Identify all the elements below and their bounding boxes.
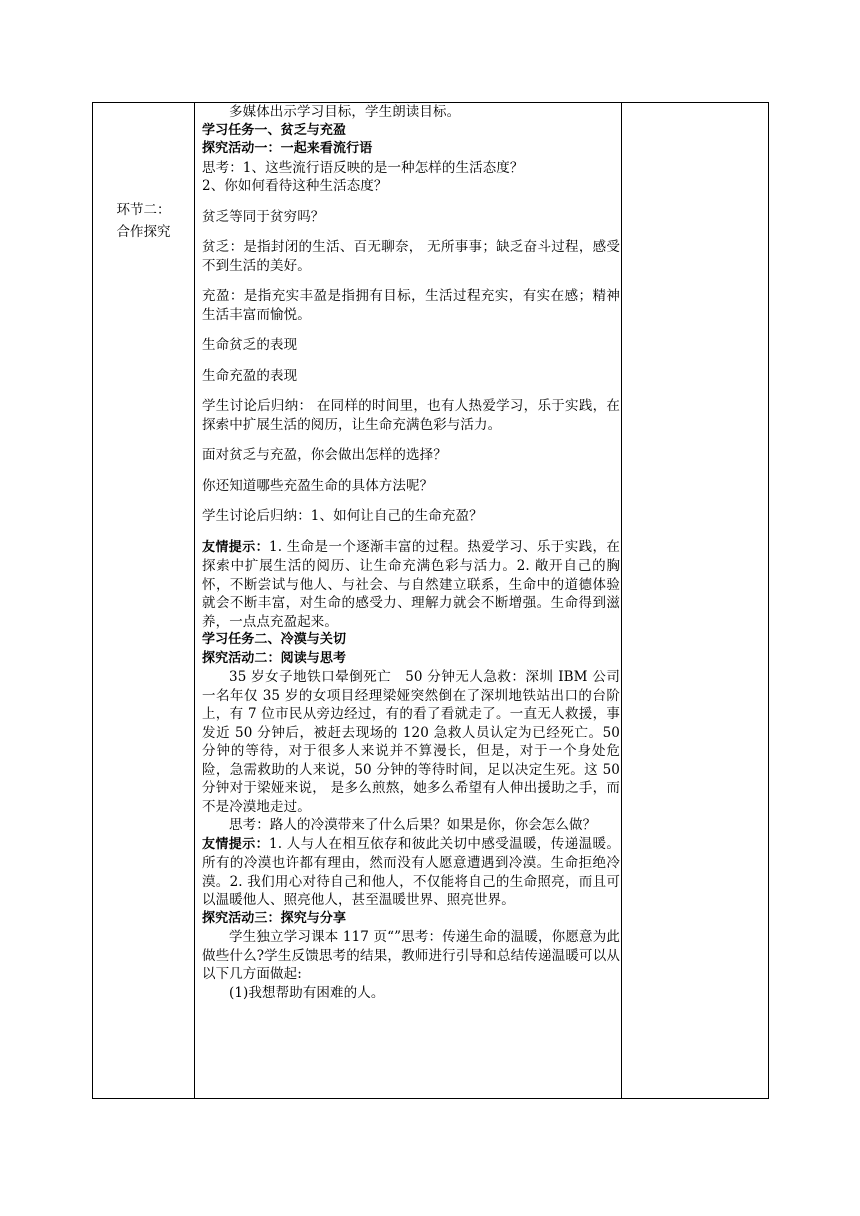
paragraph: 你还知道哪些充盈生命的具体方法呢？ xyxy=(202,477,434,494)
paragraph: (1)我想帮助有困难的人。 xyxy=(229,984,385,1001)
tip-paragraph xyxy=(202,538,620,632)
activity-heading: 探究活动一：一起来看流行语 xyxy=(202,141,373,156)
paragraph: 充盈：是指充实丰盈是指拥有目标，生活过程充实，有实在感；精神生活丰富而愉悦。 xyxy=(202,288,620,323)
tip-paragraph xyxy=(202,835,620,910)
paragraph: 多媒体出示学习目标，学生朗读目标。 xyxy=(229,104,461,120)
paragraph: 生命贫乏的表现 xyxy=(202,337,298,353)
paragraph: 贫乏：是指封闭的生活、百无聊奈， 无所事事；缺乏奋斗过程，感受不到生活的美好。 xyxy=(202,239,620,274)
column-divider-2 xyxy=(621,103,622,1098)
stage-title: 合作探究 xyxy=(116,224,171,240)
tip-label: 友情提示： xyxy=(202,836,269,852)
paragraph: 贫乏等同于贫穷吗？ xyxy=(202,208,325,225)
paragraph: 生命充盈的表现 xyxy=(202,367,298,384)
column-divider-1 xyxy=(194,103,195,1098)
task-heading: 学习任务一、贫乏与充盈 xyxy=(202,122,347,138)
paragraph: 35 岁女子地铁口晕倒死亡 50 分钟无人急救：深圳 IBM 公司一名年仅 35 岁的女项目经理梁娅突然倒在了深圳地铁站出口的台阶上，有 7 位市民从旁边经过，有的看了看就走了。一直无人救援，事发近 50 分钟后，被赶去现场的 120 急救人员认定为已经死亡。50 分钟的等待，对于很多人来说并不算漫长，但是，对于一个身处危险，急需救助的人来说，50 分钟的等待时间，足以决定生死。这 50 分钟对于梁娅来说， 是多么煎熬，她多么希望有人伸出援助之手，而不是冷漠地走过。 xyxy=(202,669,620,815)
lesson-table xyxy=(92,102,769,1099)
content-cell xyxy=(202,103,620,1002)
activity-heading: 探究活动三：探究与分享 xyxy=(202,910,347,926)
paragraph: 思考：路人的冷漠带来了什么后果？如果是你，你会怎么做？ xyxy=(229,817,597,833)
paragraph: 面对贫乏与充盈，你会做出怎样的选择？ xyxy=(202,447,447,463)
paragraph: 学生讨论后归纳：1、如何让自己的生命充盈？ xyxy=(202,508,483,524)
stage-cell xyxy=(93,199,194,243)
paragraph: 2、你如何看待这种生活态度？ xyxy=(202,178,388,194)
task-heading: 学习任务二、冷漠与关切 xyxy=(202,632,347,647)
tip-text: 1. 人与人在相互依存和彼此关切中感受温暖，传递温暖。所有的冷漠也许都有理由，然而没有人愿意遭遇到冷漠。生命拒绝冷漠。2. 我们用心对待自己和他人，不仅能将自己的生命照亮，而且可以温暖他人、照亮他人，甚至温暖世界、照亮世界。 xyxy=(202,835,620,908)
paragraph: 学生独立学习课本 117 页“”思考：传递生命的温暖，你愿意为此做些什么?学生反馈思考的结果，教师进行引导和总结传递温暖可以从以下几方面做起: xyxy=(202,929,620,982)
tip-text: 1. 生命是一个逐渐丰富的过程。热爱学习、乐于实践，在探索中扩展生活的阅历、让生命充满色彩与活力。2. 敞开自己的胸怀，不断尝试与他人、与社会、与自然建立联系，生命中的道德体验就会不断丰富，对生命的感受力、理解力就会不断增强。生命得到滋养，一点点充盈起来。 xyxy=(202,538,620,630)
tip-label: 友情提示： xyxy=(202,539,269,555)
paragraph: 学生讨论后归纳： 在同样的时间里，也有人热爱学习，乐于实践，在探索中扩展生活的阅历，让生命充满色彩与活力。 xyxy=(202,398,620,433)
stage-label: 环节二： xyxy=(116,202,171,218)
paragraph: 思考：1、这些流行语反映的是一种怎样的生活态度？ xyxy=(202,159,524,176)
activity-heading: 探究活动二：阅读与思考 xyxy=(202,650,347,666)
